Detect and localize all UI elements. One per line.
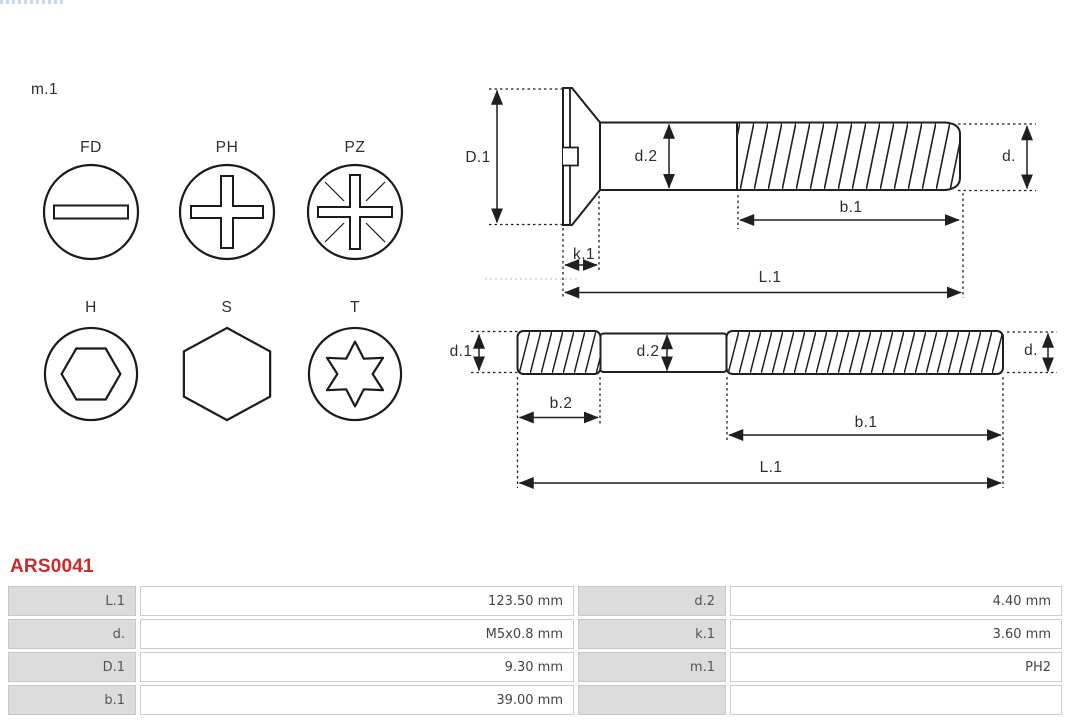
spec-label-cell: k.1 [578,619,726,649]
spec-value-cell: 39.00 mm [140,685,574,715]
slotted-drive-icon [41,162,141,262]
phillips-drive-icon [177,162,277,262]
spec-value-cell: 4.40 mm [730,586,1062,616]
m1-dimension-label: m.1 [31,81,59,98]
corner-render-artifact [0,0,66,4]
spec-value-cell: 3.60 mm [730,619,1062,649]
spec-label-cell: L.1 [8,586,136,616]
spec-label-cell [578,685,726,715]
spec-label-cell: b.1 [8,685,136,715]
drive-code-h: H [85,299,97,316]
part-code: ARS0041 [10,556,94,577]
bolt-dim-b1: b.1 [839,199,863,216]
drive-code-t: T [349,299,361,316]
spec-value-cell: 9.30 mm [140,652,574,682]
spec-value-cell [730,685,1062,715]
spec-value-cell: M5x0.8 mm [140,619,574,649]
bolt-dim-D1: D.1 [465,149,491,166]
spec-label-cell: m.1 [578,652,726,682]
countersunk-bolt-drawing [455,80,1055,305]
hex-head-icon [178,325,276,423]
bolt-dim-d2: d.2 [634,148,658,165]
spec-value-cell: 123.50 mm [140,586,574,616]
drive-code-s: S [221,299,233,316]
stud-dim-b1: b.1 [854,414,878,431]
torx-drive-icon [306,325,404,423]
bolt-dim-L1: L.1 [758,269,782,286]
spec-value-cell: PH2 [730,652,1062,682]
stud-dim-d: d. [1024,342,1038,359]
drive-code-ph: PH [215,139,239,156]
spec-table [8,586,1070,715]
stud-dim-d2: d.2 [636,343,660,360]
drive-code-fd: FD [80,139,102,156]
stud-drawing [445,320,1060,500]
spec-label-cell: d. [8,619,136,649]
drive-code-pz: PZ [344,139,366,156]
spec-label-cell: D.1 [8,652,136,682]
spec-label-cell: d.2 [578,586,726,616]
bolt-dim-k1: k.1 [573,246,595,263]
pozidriv-drive-icon [305,162,405,262]
stud-dim-L1: L.1 [759,459,783,476]
hex-socket-drive-icon [42,325,140,423]
bolt-dim-d: d. [1002,148,1016,165]
stud-dim-b2: b.2 [549,395,573,412]
stud-dim-d1: d.1 [449,343,473,360]
